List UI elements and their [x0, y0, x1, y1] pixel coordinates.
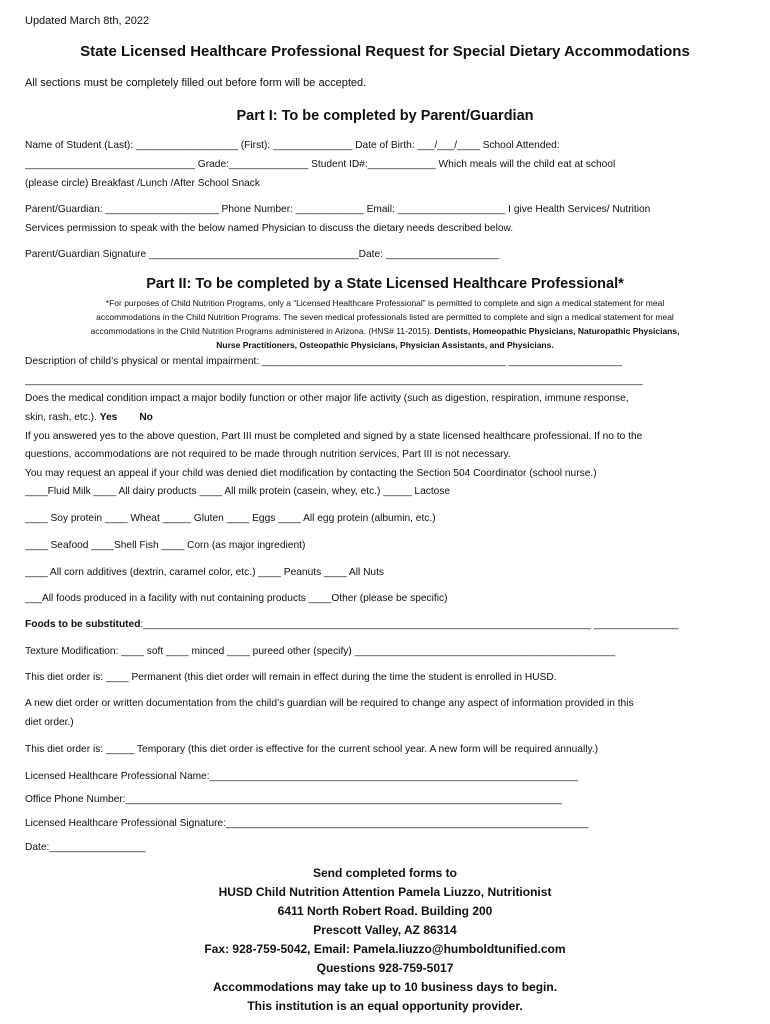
meals-line: (please circle) Breakfast /Lunch /After School Snack [25, 178, 260, 189]
footer-questions: Questions 928-759-5017 [316, 961, 454, 975]
footer-note: This institution is an equal opportunity provider. [247, 999, 523, 1013]
professionals-list: Nurse Practitioners, Osteopathic Physicians, Physician Assistants, and Physicians. [216, 340, 554, 350]
no-option: No [139, 412, 153, 423]
substitution-line [25, 618, 747, 632]
major-function-question-cont [25, 411, 747, 425]
footnote-line: *For purposes of Child Nutrition Programs, only a “Licensed Healthcare Professional” is permitted to complete and sign a medical statement for meal [105, 298, 665, 308]
updated-date: Updated March 8th, 2022 [25, 15, 150, 27]
question-text: skin, rash, etc.). [25, 412, 100, 423]
new-order-note: A new diet order or written documentation from the child’s guardian will be required to change any aspect of information provided in this [25, 698, 634, 709]
instruction-line: questions, accommodations are not required to be made through nutrition services, Part III is not necessary. [25, 449, 511, 460]
school-grade-line: ______________________________ Grade:______________ Student ID#:____________ Which meals will the child eat at school [25, 159, 616, 170]
footer-address: Prescott Valley, AZ 86314 [313, 923, 457, 937]
blank-line: _____________________________________________________________________________________________________________ [25, 375, 643, 386]
temporary-order-line: This diet order is: _____ Temporary (this diet order is effective for the current school year. A new form will be required annually.) [25, 744, 599, 755]
impairment-description-line: Description of child’s physical or mental impairment: ___________________________________________ ____________________ [25, 356, 622, 367]
permanent-order-line: This diet order is: ____ Permanent (this diet order will remain in effect during the time the student is enrolled in HUSD. [25, 672, 557, 683]
parent-signature-line: Parent/Guardian Signature _____________________________________Date: ____________________ [25, 249, 500, 260]
footnote-text: accommodations in the Child Nutrition Programs administered in Arizona. (HNS# 11-2015). [90, 326, 435, 336]
instruction-line: If you answered yes to the above question, Part III must be completed and signed by a state licensed healthcare professional. If no to the [25, 431, 643, 442]
allergen-row: ____ All corn additives (dextrin, caramel color, etc.) ____ Peanuts ____ All Nuts [25, 567, 385, 578]
office-phone-line: Office Phone Number:_____________________________________________________________________________ [25, 794, 562, 805]
professionals-list: Dentists, Homeopathic Physicians, Naturopathic Physicians, [434, 326, 680, 336]
footnote-line: accommodations in the Child Nutrition Programs. The seven medical professionals listed are permitted to complete and sign a medical statement for meal [96, 312, 674, 322]
form-instruction: All sections must be completely filled out before form will be accepted. [25, 77, 367, 89]
substitution-blank: :_______________________________________________________________________________ _______________ [140, 619, 679, 630]
major-function-question: Does the medical condition impact a major bodily function or other major life activity (such as digestion, respiration, immune response, [25, 393, 629, 404]
part2-heading: Part II: To be completed by a State Licensed Healthcare Professional* [146, 276, 624, 292]
footnote-line [20, 324, 750, 338]
substitution-label: Foods to be substituted [25, 619, 141, 630]
yes-option: Yes [99, 412, 118, 423]
footer-contact: Fax: 928-759-5042, Email: Pamela.liuzzo@humboldtunified.com [204, 942, 566, 956]
professional-signature-line: Licensed Healthcare Professional Signature:________________________________________________________________ [25, 818, 589, 829]
part1-heading: Part I: To be completed by Parent/Guardian [236, 108, 534, 124]
footer-address: 6411 North Robert Road. Building 200 [277, 904, 493, 918]
student-name-line: Name of Student (Last): __________________ (First): ______________ Date of Birth: ___/___/____ School Attended: [25, 140, 560, 151]
allergen-row: ___All foods produced in a facility with nut containing products ____Other (please be specific) [25, 593, 448, 604]
footer-note: Accommodations may take up to 10 business days to begin. [212, 980, 558, 994]
footer-line: Send completed forms to [312, 866, 458, 880]
allergen-row: ____Fluid Milk ____ All dairy products ____ All milk protein (casein, whey, etc.) _____ Lactose [25, 486, 451, 497]
parent-contact-line: Parent/Guardian: ____________________ Phone Number: ____________ Email: ___________________ I give Health Services/ Nutrition [25, 204, 651, 215]
texture-line: Texture Modification: ____ soft ____ minced ____ pureed other (specify) ______________________________________________ [25, 646, 616, 657]
form-title: State Licensed Healthcare Professional Request for Special Dietary Accommodations [80, 43, 690, 60]
footer-line: HUSD Child Nutrition Attention Pamela Liuzzo, Nutritionist [218, 885, 552, 899]
permission-line: Services permission to speak with the below named Physician to discuss the dietary needs described below. [25, 223, 514, 234]
professional-name-line: Licensed Healthcare Professional Name:_________________________________________________________________ [25, 771, 578, 782]
appeal-line: You may request an appeal if your child was denied diet modification by contacting the Section 504 Coordinator (school nurse.) [25, 468, 597, 479]
new-order-note-cont: diet order.) [25, 717, 74, 728]
allergen-row: ____ Seafood ____Shell Fish ____ Corn (as major ingredient) [25, 540, 306, 551]
date-line: Date:_________________ [25, 842, 146, 853]
allergen-row: ____ Soy protein ____ Wheat _____ Gluten ____ Eggs ____ All egg protein (albumin, etc.) [25, 513, 436, 524]
